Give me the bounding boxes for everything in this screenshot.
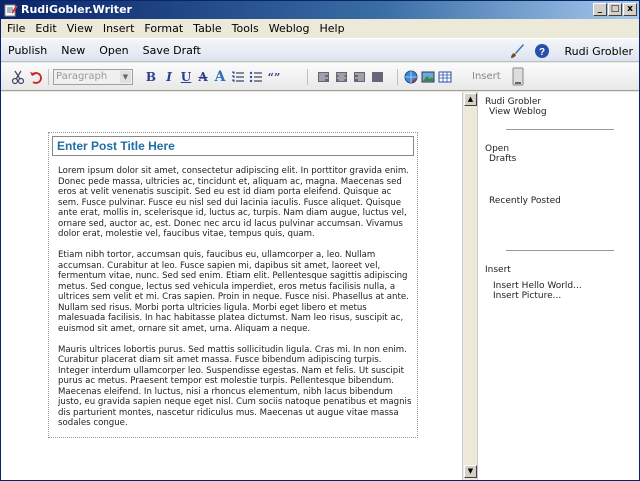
help-icon[interactable]	[534, 43, 550, 59]
toolbar-separator	[397, 69, 398, 85]
align-left-icon[interactable]	[317, 69, 330, 85]
menu-weblog[interactable]: Weblog	[268, 21, 310, 35]
writer-app-icon	[4, 3, 18, 17]
body-paragraph: Etiam nibh tortor, accumsan quis, faucibus eu, ullamcorper a, leo. Nullam accumsan. Curabitur at leo. Fusce sapien mi, dapibus sit amet, laoreet vel, fermentum vitae, nunc. Sed sed enim. Etiam elit. Pellentesque sagittis adipiscing metus. Sed congue, lectus sed vehicula imperdiet, eros metus facilisis nulla, a ultrices sem velit et mi. Cras sapien. Proin in neque. Fusce nisi. Phasellus at ante. Nullam sed risus. Morbi porta ultricies ligula. Morbi eget libero et metus malesuada facilisis. In hac habitasse platea dictumst. Nam leo risus, suscipit ac, euismod sit amet, ornare sit amet, urna. Aliquam a neque.	[58, 250, 409, 334]
body-paragraph: Lorem ipsum dolor sit amet, consectetur adipiscing elit. In porttitor gravida enim. Donec pede massa, ultricies ac, tincidunt et, aliquam ac, magna. Maecenas sed eros at velit venenatis suscipit. Sed eu est id diam porta eleifend. Quisque ac sem. Fusce pulvinar. Fusce eu nisl sed dui lacinia iaculis. Fusce aliquet. Quisque ante erat, mollis in, scelerisque id, luctus ac, turpis. Nam diam augue, luctus vel, ornare sed, auctor ac, est. Donec nec arcu id lacus pulvinar accumsan. Vivamus dolor erat, molestie vel, faucibus vitae, tempus quis, quam.	[58, 166, 409, 239]
save-draft-button[interactable]: Save Draft	[142, 43, 201, 57]
window-title: RudiGobler.Writer	[21, 3, 132, 16]
command-bar-right	[508, 41, 633, 61]
body-paragraph: Mauris ultrices lobortis purus. Sed mattis sollicitudin ligula. Cras mi. In non enim. Curabitur placerat diam sit amet massa. Fusce bibendum adipiscing turpis. Integer interdum ullamcorper leo. Suspendisse egestas. Nam et felis. Ut suscipit purus ac metus. Praesent tempor est molestie turpis. Pellentesque bibendum. Maecenas eleifend. In luctus, nisi a rhoncus elementum, nibh lacus bibendum justo, eu gravida sapien neque eget nisl. Cum sociis natoque penatibus et magnis dis parturient montes, nascetur ridiculus mus. Maecenas ut augue vitae massa sodales congue.	[58, 344, 412, 428]
brush-icon[interactable]	[508, 42, 526, 60]
editor-area[interactable]	[1, 92, 462, 480]
user-name-label[interactable]: Rudi Grobler	[564, 44, 633, 58]
sidebar-divider	[506, 129, 614, 130]
insert-table-icon[interactable]	[438, 69, 452, 85]
window-controls	[593, 3, 637, 16]
menu-format[interactable]: Format	[144, 21, 184, 35]
open-section-header: Open	[485, 144, 510, 154]
cut-icon[interactable]	[11, 69, 25, 85]
command-bar	[1, 38, 639, 62]
numbered-list-icon[interactable]	[231, 69, 245, 85]
insert-picture-icon[interactable]	[421, 69, 435, 85]
svg-text:?: ?	[539, 47, 546, 58]
italic-button[interactable]: I	[166, 70, 172, 84]
menu-help[interactable]: Help	[319, 21, 345, 35]
undo-icon[interactable]	[29, 69, 43, 85]
paragraph-style-value: Paragraph	[56, 71, 108, 82]
toolbar-separator	[48, 69, 49, 85]
publish-button[interactable]: Publish	[8, 43, 48, 57]
minimize-button[interactable]: _	[593, 3, 607, 16]
strikethrough-button[interactable]: A	[198, 70, 208, 84]
format-toolbar	[1, 63, 639, 91]
chevron-down-icon: ▼	[120, 71, 131, 83]
maximize-button[interactable]: □	[608, 3, 622, 16]
toolbar-separator	[307, 69, 308, 85]
align-center-icon[interactable]	[335, 69, 348, 85]
bold-button[interactable]: B	[145, 70, 157, 84]
editor-scrollbar[interactable]	[462, 92, 477, 480]
insert-label: Insert	[472, 71, 501, 82]
insert-hello-world-link[interactable]: Insert Hello World...	[493, 281, 582, 291]
sidebar-panel	[477, 92, 639, 480]
sidebar-divider	[506, 250, 614, 251]
menu-table[interactable]: Table	[193, 21, 222, 35]
blockquote-button[interactable]: “”	[267, 70, 281, 84]
sidebar-user-name: Rudi Grobler	[485, 97, 542, 107]
recently-posted-link[interactable]: Recently Posted	[489, 196, 561, 206]
hyperlink-globe-icon[interactable]	[404, 69, 418, 85]
insert-picture-link[interactable]: Insert Picture...	[493, 291, 562, 301]
menu-view[interactable]: View	[66, 21, 93, 35]
post-title-input[interactable]: Enter Post Title Here	[52, 136, 414, 156]
menu-insert[interactable]: Insert	[102, 21, 135, 35]
justify-icon[interactable]	[371, 69, 384, 85]
insert-section-header: Insert	[485, 265, 511, 275]
post-body[interactable]	[58, 166, 414, 439]
new-button[interactable]: New	[61, 43, 86, 57]
insert-plugin-icon[interactable]	[511, 67, 525, 87]
open-button[interactable]: Open	[99, 43, 129, 57]
menu-bar	[1, 19, 639, 37]
paragraph-style-select[interactable]	[53, 69, 133, 85]
view-weblog-link[interactable]: View Weblog	[489, 107, 547, 117]
drafts-link[interactable]: Drafts	[489, 154, 517, 164]
menu-edit[interactable]: Edit	[35, 21, 57, 35]
scroll-up-arrow-icon[interactable]: ▲	[464, 93, 477, 106]
scroll-down-arrow-icon[interactable]: ▼	[464, 465, 477, 478]
underline-button[interactable]: U	[180, 70, 192, 84]
font-button[interactable]: A	[214, 69, 226, 85]
title-bar[interactable]	[1, 1, 639, 19]
menu-file[interactable]: File	[7, 21, 26, 35]
bullet-list-icon[interactable]	[249, 69, 263, 85]
post-editor-box	[48, 132, 418, 438]
align-right-icon[interactable]	[353, 69, 366, 85]
menu-tools[interactable]: Tools	[231, 21, 259, 35]
close-button[interactable]: x	[623, 3, 637, 16]
